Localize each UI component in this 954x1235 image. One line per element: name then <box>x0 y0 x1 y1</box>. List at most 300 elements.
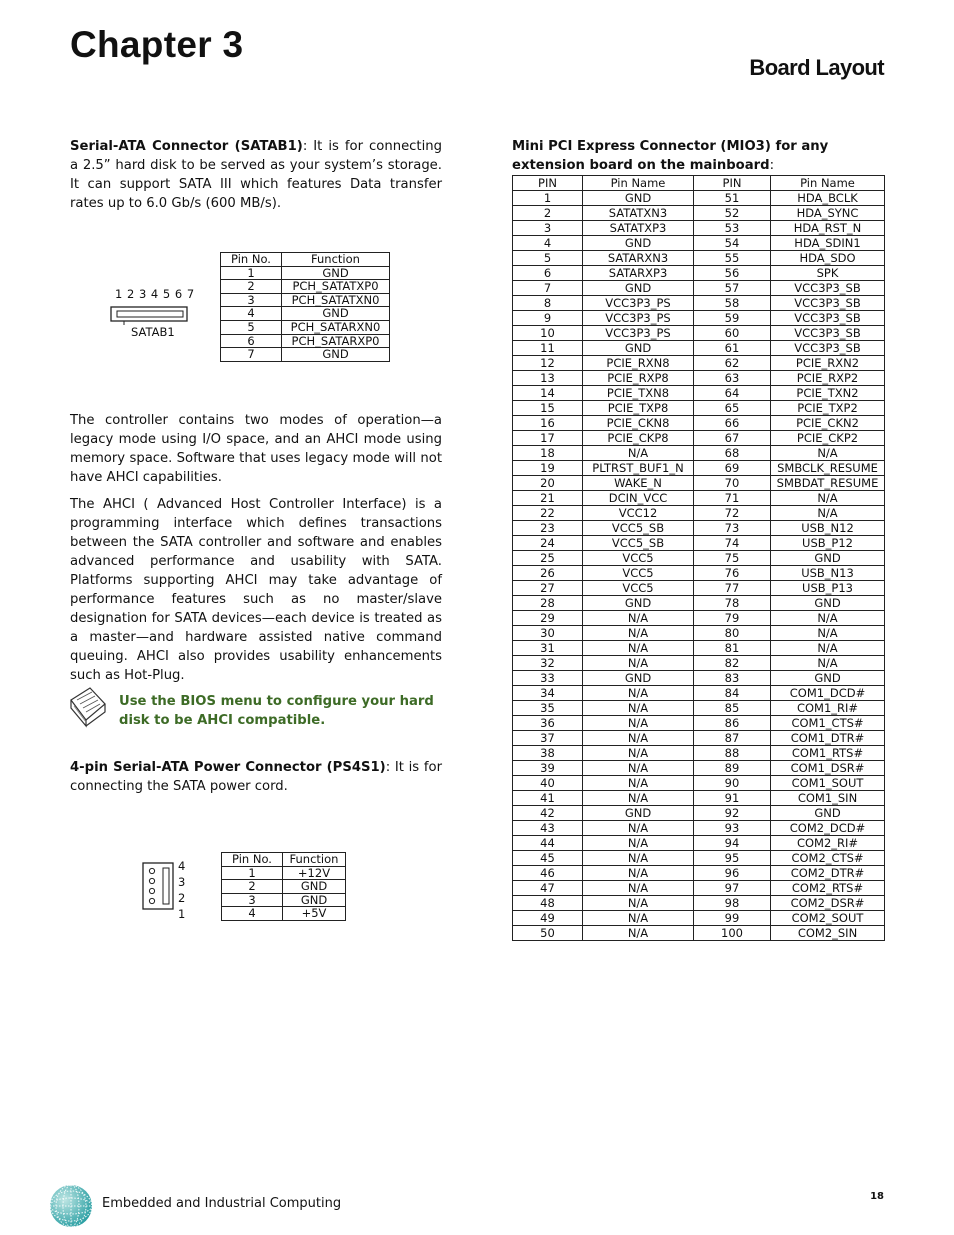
pin-cell: 69 <box>694 461 771 476</box>
pin-cell: 16 <box>513 416 583 431</box>
pin-cell: 56 <box>694 266 771 281</box>
table-row <box>513 776 885 791</box>
table-row <box>513 251 885 266</box>
pin-cell: 22 <box>513 506 583 521</box>
pin-cell: 3 <box>222 893 283 907</box>
table-row <box>513 926 885 941</box>
pin-name-cell: PCIE_TXN2 <box>771 386 885 401</box>
table-row <box>513 236 885 251</box>
table-row <box>513 491 885 506</box>
table-row <box>513 566 885 581</box>
table-row <box>513 851 885 866</box>
pin-name-cell: HDA_SDO <box>771 251 885 266</box>
pin-cell: 54 <box>694 236 771 251</box>
pin-cell: 83 <box>694 671 771 686</box>
ps4s1-pin-numbers <box>178 858 185 922</box>
pin-name-cell: VCC3P3_SB <box>771 296 885 311</box>
table-row <box>513 266 885 281</box>
pin-name-cell: PCIE_RXP8 <box>583 371 694 386</box>
pin-cell: 24 <box>513 536 583 551</box>
table-row <box>513 836 885 851</box>
mio3-pin-table <box>512 175 885 941</box>
function-cell: PCH_SATARXN0 <box>282 320 390 334</box>
pin-cell: 97 <box>694 881 771 896</box>
pin-cell: 71 <box>694 491 771 506</box>
pin-name-cell: GND <box>583 341 694 356</box>
table-row <box>221 320 390 334</box>
pin-name-cell: GND <box>583 671 694 686</box>
pin-cell: 8 <box>513 296 583 311</box>
table-row <box>221 348 390 362</box>
pin-name-cell: N/A <box>583 821 694 836</box>
pin-cell: 62 <box>694 356 771 371</box>
pin-name-cell: N/A <box>583 881 694 896</box>
table-row <box>513 311 885 326</box>
pin-name-cell: N/A <box>583 716 694 731</box>
pin-name-cell: COM1_DSR# <box>771 761 885 776</box>
table-row <box>513 626 885 641</box>
table-row <box>513 326 885 341</box>
pin-cell: 45 <box>513 851 583 866</box>
pin-name-cell: SATATXN3 <box>583 206 694 221</box>
pin-cell: 40 <box>513 776 583 791</box>
pin-cell: 12 <box>513 356 583 371</box>
satab1-connector-icon <box>110 306 190 326</box>
pin-name-cell: COM1_SIN <box>771 791 885 806</box>
pin-cell: 1 <box>221 266 282 280</box>
table-row <box>513 386 885 401</box>
pin-cell: 32 <box>513 656 583 671</box>
pin-cell: 46 <box>513 866 583 881</box>
pin-name-cell: WAKE_N <box>583 476 694 491</box>
pin-name-cell: USB_P13 <box>771 581 885 596</box>
function-cell: GND <box>282 348 390 362</box>
pin-cell: 93 <box>694 821 771 836</box>
pin-cell: 68 <box>694 446 771 461</box>
pin-cell: 4 <box>513 236 583 251</box>
ps4s1-section <box>70 758 442 796</box>
table-row <box>513 656 885 671</box>
pin-cell: 34 <box>513 686 583 701</box>
table-header: Function <box>282 253 390 267</box>
pin-name-cell: PLTRST_BUF1_N <box>583 461 694 476</box>
function-cell: PCH_SATATXN0 <box>282 293 390 307</box>
function-cell: GND <box>282 266 390 280</box>
pin-name-cell: N/A <box>583 761 694 776</box>
table-header-row <box>222 853 346 867</box>
pin-cell: 76 <box>694 566 771 581</box>
table-row <box>513 731 885 746</box>
ahci-paragraph: The AHCI ( Advanced Host Controller Interface) is a programming interface which defines transactions between the SATA controller and software and enables advanced performance and usability with SATA. Platforms supporting AHCI may take advantage of performance features such as no master/slave designation for SATA devices—each device is treated as a master—and hardware assisted native command queuing. AHCI also provides usability enhancements such as Hot-Plug. <box>70 497 442 683</box>
pin-cell: 53 <box>694 221 771 236</box>
satab1-connector-label: SATAB1 <box>131 325 175 339</box>
pin-cell: 6 <box>513 266 583 281</box>
pin-cell: 20 <box>513 476 583 491</box>
pin-cell: 84 <box>694 686 771 701</box>
pin-cell: 90 <box>694 776 771 791</box>
pin-cell: 21 <box>513 491 583 506</box>
pin-cell: 23 <box>513 521 583 536</box>
table-row <box>513 671 885 686</box>
table-row <box>513 416 885 431</box>
pin-cell: 33 <box>513 671 583 686</box>
table-header: Pin No. <box>222 853 283 867</box>
page-number: 18 <box>870 1191 884 1202</box>
table-row <box>513 206 885 221</box>
pin-name-cell: GND <box>583 191 694 206</box>
pin-name-cell: COM1_DTR# <box>771 731 885 746</box>
table-row <box>513 521 885 536</box>
footer-text: Embedded and Industrial Computing <box>102 1196 342 1211</box>
pin-name-cell: COM2_SOUT <box>771 911 885 926</box>
pin-name-cell: VCC5_SB <box>583 536 694 551</box>
pin-name-cell: N/A <box>771 446 885 461</box>
pin-name-cell: N/A <box>583 731 694 746</box>
pin-cell: 60 <box>694 326 771 341</box>
controller-paragraph: The controller contains two modes of operation—a legacy mode using I/O space, and an AHCI mode using memory space. Software that uses legacy mode will not have AHCI capabilities. <box>70 413 442 485</box>
pin-name-cell: COM1_DCD# <box>771 686 885 701</box>
pin-name-cell: N/A <box>583 686 694 701</box>
pin-cell: 36 <box>513 716 583 731</box>
pin-cell: 1 <box>222 866 283 880</box>
pin-cell: 52 <box>694 206 771 221</box>
pin-cell: 25 <box>513 551 583 566</box>
pin-name-cell: COM1_RI# <box>771 701 885 716</box>
pin-name-cell: GND <box>771 671 885 686</box>
pin-number: 3 <box>178 875 186 889</box>
pin-cell: 27 <box>513 581 583 596</box>
pin-name-cell: PCIE_TXP8 <box>583 401 694 416</box>
pin-cell: 82 <box>694 656 771 671</box>
pin-cell: 67 <box>694 431 771 446</box>
pin-cell: 14 <box>513 386 583 401</box>
pin-name-cell: N/A <box>771 656 885 671</box>
ps4s1-pin-table <box>221 852 346 921</box>
table-row <box>222 907 346 921</box>
pin-cell: 30 <box>513 626 583 641</box>
pin-cell: 99 <box>694 911 771 926</box>
table-row <box>513 611 885 626</box>
table-row <box>513 536 885 551</box>
table-row <box>513 911 885 926</box>
pin-name-cell: N/A <box>583 641 694 656</box>
table-row <box>222 880 346 894</box>
pin-name-cell: N/A <box>583 701 694 716</box>
pin-cell: 5 <box>221 320 282 334</box>
table-row <box>513 356 885 371</box>
ps4s1-connector-icon <box>142 862 178 912</box>
pin-cell: 58 <box>694 296 771 311</box>
pin-cell: 29 <box>513 611 583 626</box>
pin-cell: 96 <box>694 866 771 881</box>
pin-name-cell: N/A <box>583 626 694 641</box>
pin-name-cell: HDA_SYNC <box>771 206 885 221</box>
pin-name-cell: COM1_SOUT <box>771 776 885 791</box>
pin-name-cell: N/A <box>583 656 694 671</box>
table-row <box>513 716 885 731</box>
pin-name-cell: PCIE_RXN2 <box>771 356 885 371</box>
table-row <box>513 761 885 776</box>
pin-cell: 43 <box>513 821 583 836</box>
pin-name-cell: SMBCLK_RESUME <box>771 461 885 476</box>
pin-name-cell: N/A <box>583 746 694 761</box>
pin-name-cell: GND <box>583 236 694 251</box>
satab1-title: Serial-ATA Connector (SATAB1) <box>70 139 303 154</box>
pin-name-cell: SPK <box>771 266 885 281</box>
pin-name-cell: PCIE_CKN8 <box>583 416 694 431</box>
pin-name-cell: N/A <box>771 626 885 641</box>
pin-cell: 78 <box>694 596 771 611</box>
pin-name-cell: VCC5 <box>583 551 694 566</box>
table-row <box>513 596 885 611</box>
pin-number: 1 <box>178 907 186 921</box>
table-row <box>513 866 885 881</box>
pin-cell: 64 <box>694 386 771 401</box>
pin-name-cell: PCIE_TXP2 <box>771 401 885 416</box>
pin-cell: 57 <box>694 281 771 296</box>
pin-name-cell: N/A <box>583 836 694 851</box>
table-row <box>513 701 885 716</box>
pin-cell: 100 <box>694 926 771 941</box>
pin-name-cell: N/A <box>771 611 885 626</box>
pin-cell: 70 <box>694 476 771 491</box>
mio3-table-body <box>513 191 885 941</box>
satab1-description <box>70 137 442 213</box>
pin-name-cell: GND <box>771 551 885 566</box>
function-cell: +5V <box>283 907 346 921</box>
pin-name-cell: HDA_SDIN1 <box>771 236 885 251</box>
table-row <box>513 881 885 896</box>
pin-cell: 86 <box>694 716 771 731</box>
table-header: Pin Name <box>771 176 885 191</box>
table-row <box>513 581 885 596</box>
bios-note: Use the BIOS menu to configure your hard disk to be AHCI compatible. <box>119 694 434 728</box>
pin-cell: 91 <box>694 791 771 806</box>
satab1-pin-table <box>220 252 390 362</box>
table-header: PIN <box>513 176 583 191</box>
pin-cell: 47 <box>513 881 583 896</box>
pin-cell: 92 <box>694 806 771 821</box>
pin-name-cell: VCC5 <box>583 566 694 581</box>
table-row <box>221 280 390 294</box>
pin-name-cell: VCC3P3_SB <box>771 311 885 326</box>
pin-name-cell: GND <box>583 596 694 611</box>
pin-name-cell: VCC3P3_SB <box>771 326 885 341</box>
pin-cell: 42 <box>513 806 583 821</box>
pin-name-cell: VCC5_SB <box>583 521 694 536</box>
pin-cell: 48 <box>513 896 583 911</box>
table-row <box>222 866 346 880</box>
function-cell: GND <box>283 893 346 907</box>
pin-cell: 2 <box>221 280 282 294</box>
pin-name-cell: N/A <box>583 911 694 926</box>
pin-cell: 31 <box>513 641 583 656</box>
pin-name-cell: PCIE_CKP2 <box>771 431 885 446</box>
pin-name-cell: COM2_DTR# <box>771 866 885 881</box>
pin-name-cell: USB_P12 <box>771 536 885 551</box>
pin-name-cell: SMBDAT_RESUME <box>771 476 885 491</box>
ps4s1-text: : It is for connecting the SATA power cord. <box>70 760 442 794</box>
table-header: Function <box>283 853 346 867</box>
pin-cell: 15 <box>513 401 583 416</box>
pin-cell: 41 <box>513 791 583 806</box>
pin-cell: 7 <box>221 348 282 362</box>
pin-name-cell: COM2_DCD# <box>771 821 885 836</box>
pin-cell: 9 <box>513 311 583 326</box>
pin-name-cell: N/A <box>771 491 885 506</box>
pin-name-cell: VCC3P3_PS <box>583 311 694 326</box>
pin-number: 4 <box>178 859 186 873</box>
function-cell: PCH_SATATXP0 <box>282 280 390 294</box>
satab1-pin-labels: 1 2 3 4 5 6 7 <box>115 287 195 301</box>
pin-name-cell: COM2_RI# <box>771 836 885 851</box>
function-cell: GND <box>282 307 390 321</box>
pin-name-cell: N/A <box>583 791 694 806</box>
pin-cell: 88 <box>694 746 771 761</box>
pin-cell: 2 <box>222 880 283 894</box>
table-row <box>221 293 390 307</box>
pin-cell: 44 <box>513 836 583 851</box>
pin-name-cell: N/A <box>583 896 694 911</box>
pin-name-cell: COM1_CTS# <box>771 716 885 731</box>
table-row <box>513 341 885 356</box>
pin-name-cell: VCC3P3_PS <box>583 296 694 311</box>
pin-name-cell: N/A <box>771 506 885 521</box>
pin-cell: 6 <box>221 334 282 348</box>
table-header: Pin Name <box>583 176 694 191</box>
pin-cell: 74 <box>694 536 771 551</box>
pin-name-cell: SATARXN3 <box>583 251 694 266</box>
pin-name-cell: PCIE_CKN2 <box>771 416 885 431</box>
pin-name-cell: COM2_RTS# <box>771 881 885 896</box>
table-row <box>513 746 885 761</box>
satab1-section <box>70 137 442 213</box>
pin-name-cell: N/A <box>583 851 694 866</box>
pin-cell: 94 <box>694 836 771 851</box>
pin-cell: 85 <box>694 701 771 716</box>
section-title: Board Layout <box>749 55 884 80</box>
pin-name-cell: GND <box>771 806 885 821</box>
pin-cell: 66 <box>694 416 771 431</box>
pin-name-cell: VCC3P3_SB <box>771 341 885 356</box>
table-row <box>513 506 885 521</box>
pin-cell: 19 <box>513 461 583 476</box>
pin-name-cell: COM2_DSR# <box>771 896 885 911</box>
table-row <box>513 896 885 911</box>
pin-name-cell: VCC12 <box>583 506 694 521</box>
table-row <box>221 334 390 348</box>
pin-name-cell: N/A <box>583 446 694 461</box>
table-row <box>513 551 885 566</box>
pin-cell: 80 <box>694 626 771 641</box>
pin-name-cell: SATATXP3 <box>583 221 694 236</box>
note-icon <box>68 684 108 728</box>
ps4s1-description <box>70 758 442 796</box>
pin-cell: 73 <box>694 521 771 536</box>
table-header: PIN <box>694 176 771 191</box>
pin-name-cell: N/A <box>583 611 694 626</box>
pin-name-cell: SATARXP3 <box>583 266 694 281</box>
pin-cell: 17 <box>513 431 583 446</box>
pin-cell: 89 <box>694 761 771 776</box>
pin-cell: 38 <box>513 746 583 761</box>
pin-cell: 49 <box>513 911 583 926</box>
globe-logo-icon <box>48 1183 94 1229</box>
pin-cell: 87 <box>694 731 771 746</box>
pin-cell: 37 <box>513 731 583 746</box>
pin-name-cell: N/A <box>583 776 694 791</box>
pin-name-cell: PCIE_CKP8 <box>583 431 694 446</box>
pin-name-cell: PCIE_RXP2 <box>771 371 885 386</box>
pin-name-cell: GND <box>771 596 885 611</box>
table-row <box>513 446 885 461</box>
function-cell: +12V <box>283 866 346 880</box>
pin-name-cell: N/A <box>583 866 694 881</box>
table-row <box>513 371 885 386</box>
pin-number: 2 <box>178 891 186 905</box>
pin-name-cell: COM1_RTS# <box>771 746 885 761</box>
pin-cell: 50 <box>513 926 583 941</box>
table-row <box>513 641 885 656</box>
pin-name-cell: GND <box>583 281 694 296</box>
pin-name-cell: PCIE_TXN8 <box>583 386 694 401</box>
table-row <box>221 307 390 321</box>
table-row <box>513 791 885 806</box>
satab1-text: : It is for connecting a 2.5” hard disk to be served as your system’s storage. It can support SATA III which features Data transfer rates up to 6.0 Gb/s (600 MB/s). <box>70 139 442 211</box>
pin-cell: 10 <box>513 326 583 341</box>
table-row <box>513 476 885 491</box>
pin-cell: 1 <box>513 191 583 206</box>
pin-name-cell: HDA_RST_N <box>771 221 885 236</box>
pin-cell: 77 <box>694 581 771 596</box>
pin-cell: 75 <box>694 551 771 566</box>
pin-cell: 11 <box>513 341 583 356</box>
pin-name-cell: USB_N12 <box>771 521 885 536</box>
ahci-paragraphs <box>70 411 442 685</box>
pin-cell: 95 <box>694 851 771 866</box>
table-row <box>513 296 885 311</box>
pin-cell: 63 <box>694 371 771 386</box>
table-header-row <box>221 253 390 267</box>
pin-name-cell: USB_N13 <box>771 566 885 581</box>
function-cell: GND <box>283 880 346 894</box>
table-row <box>513 461 885 476</box>
pin-cell: 5 <box>513 251 583 266</box>
table-row <box>513 821 885 836</box>
table-row <box>513 401 885 416</box>
pin-name-cell: N/A <box>583 926 694 941</box>
table-row <box>221 266 390 280</box>
pin-name-cell: VCC3P3_SB <box>771 281 885 296</box>
pin-name-cell: COM2_CTS# <box>771 851 885 866</box>
function-cell: PCH_SATARXP0 <box>282 334 390 348</box>
pin-name-cell: VCC5 <box>583 581 694 596</box>
pin-cell: 26 <box>513 566 583 581</box>
table-row <box>513 191 885 206</box>
ps4s1-title: 4-pin Serial-ATA Power Connector (PS4S1) <box>70 760 386 775</box>
pin-cell: 81 <box>694 641 771 656</box>
chapter-title: Chapter 3 <box>70 24 244 65</box>
mio3-title-suffix: : <box>769 158 775 173</box>
mio3-heading <box>512 137 892 175</box>
pin-cell: 3 <box>513 221 583 236</box>
table-header-row <box>513 176 885 191</box>
pin-cell: 7 <box>513 281 583 296</box>
pin-cell: 4 <box>221 307 282 321</box>
pin-cell: 13 <box>513 371 583 386</box>
pin-name-cell: GND <box>583 806 694 821</box>
pin-name-cell: VCC3P3_PS <box>583 326 694 341</box>
